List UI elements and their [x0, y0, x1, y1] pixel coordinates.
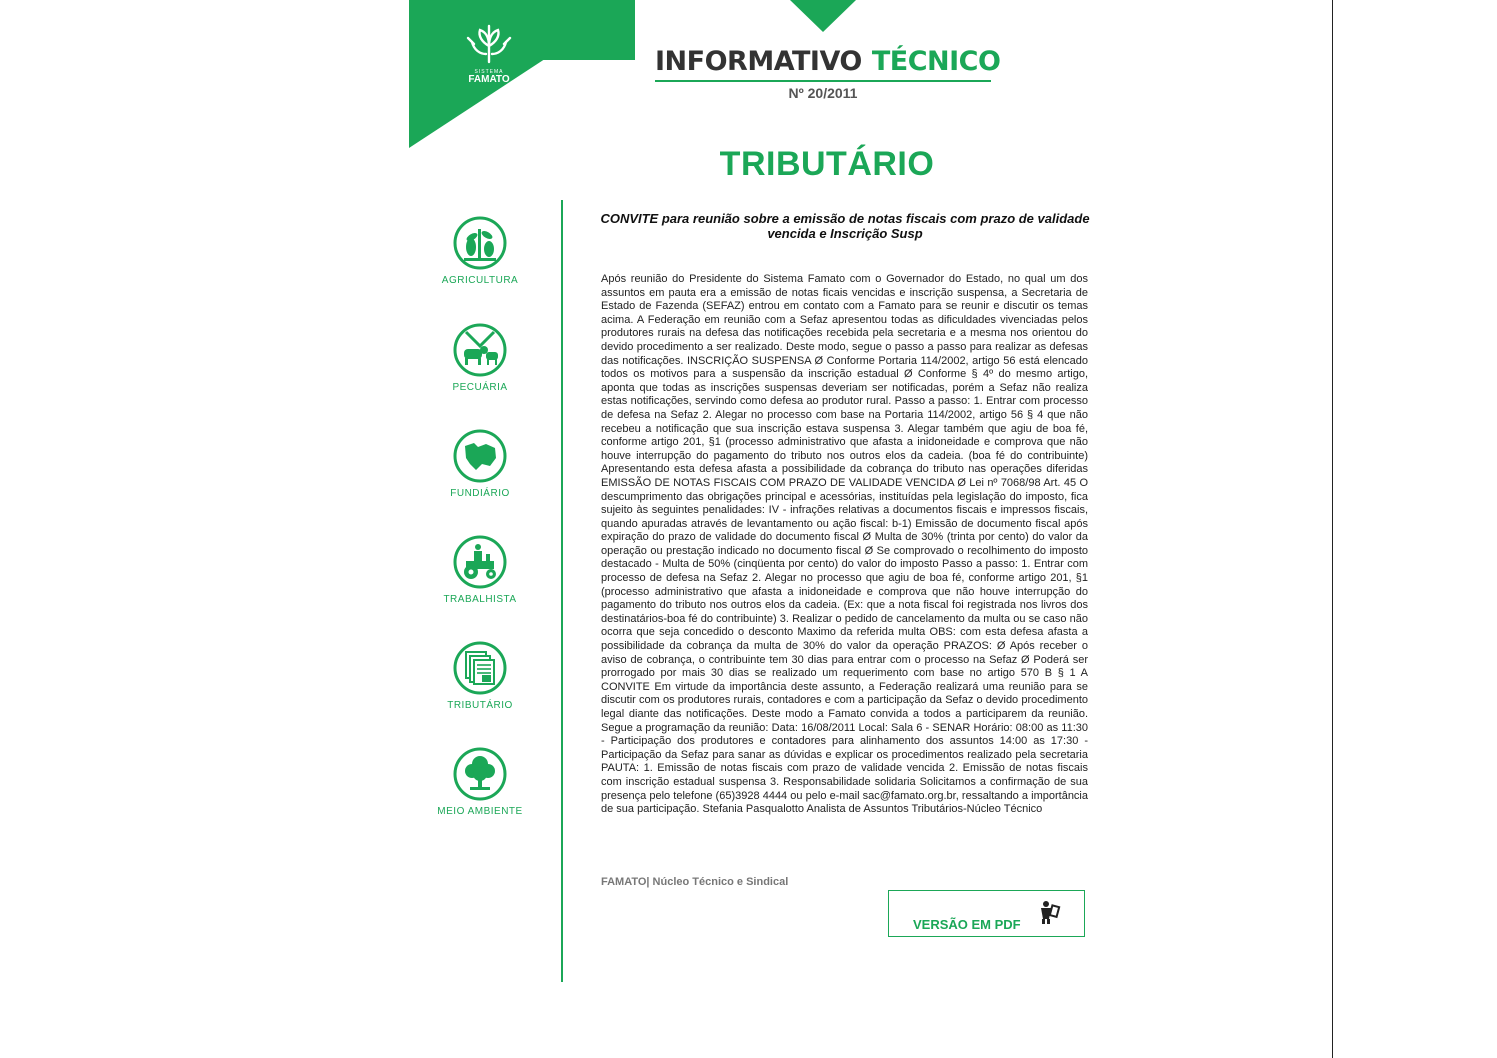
logo-tagline: SISTEMA [474, 69, 504, 75]
logo-emblem-icon [464, 24, 514, 64]
header-notch [790, 0, 856, 32]
sidebar-item-label: TRIBUTÁRIO [447, 700, 513, 711]
header-corner-block [409, 0, 635, 60]
column-divider [561, 200, 563, 982]
sidebar-item-pecuaria[interactable] [430, 322, 530, 393]
article-body: Após reunião do Presidente do Sistema Famato com o Governador do Estado, no qual um dos assuntos em pauta era a emissão de notas ficais vencidas e inscrição suspensa, a Secretaria de Estado de Fazenda (SEFAZ) entrou em contato com a Famato para se reunir e discutir os temas acima. A Federação em reunião com a Sefaz apresentou todas as dificuldades vivenciadas pelos produtores rurais na defesa das notificações recebida pela secretaria e a mesma nos orientou do devido procedimento a ser realizado. Deste modo, segue o passo a passo para realizar as defesas das notificações. INSCRIÇÃO SUSPENSA Ø Conforme Portaria 114/2002, artigo 56 está elencado todos os motivos para a suspensão da inscrição estadual Ø Conforme § 4º do mesmo artigo, aponta que todas as inscrições suspensas deveriam ser notificadas, porém a Sefaz não realiza estas notificações, servindo como defesa ao produtor rural. Passo a passo: 1. Entrar com processo de defesa na Sefaz 2. Alegar no processo com base na Portaria 114/2002, artigo 56 § 4 que não recebeu a notificação que sua inscrição estava suspensa 3. Alegar também que agiu de boa fé, conforme artigo 201, §1 (processo administrativo que afasta a inidoneidade e comprova que não houve interrupção do pagamento do tributo nos outros elos da cadeia. (boa fé do contribuinte) Apresentando esta defesa afasta a possibilidade da cobrança do tributo nas operações diferidas EMISSÃO DE NOTAS FISCAIS COM PRAZO DE VALIDADE VENCIDA Ø Lei nº 7068/98 Art. 45 O descumprimento das obrigações principal e acessórias, instituídas pela legislação do imposto, fica sujeito às seguintes penalidades: IV - infrações relativas a documentos fiscais e impressos fiscais, quando apuradas através de levantamento ou ação fiscal: b-1) Emissão de documento fiscal após expiração do prazo de validade do documento fiscal Ø Multa de 30% (trinta por cento) do valor da operação ou prestação indicado no documento fiscal Ø Se comprovado o recolhimento do imposto destacado - Multa de 50% (cinqüenta por cento) do valor do imposto Passo a passo: 1. Entrar com processo de defesa na Sefaz 2. Alegar no processo que agiu de boa fé, conforme artigo 201, §1 (processo administrativo que afasta a inidoneidade e comprova que não houve interrupção do pagamento do tributo nos outros elos da cadeia. (Ex: que a nota fiscal foi registrada nos livros dos destinatários-boa fé do contribuinte) 3. Realizar o pedido de cancelamento da multa ou se caso não ocorra que seja concedido o desconto Maximo da referida multa OBS: com esta defesa afasta a possibilidade da cobrança da multa de 30% do valor da operação PRAZOS: Ø Após receber o aviso de cobrança, o contribuinte tem 30 dias para entrar com o processo na Sefaz Ø Poderá ser prorrogado por mais 30 dias se realizado um requerimento com base no artigo 570 B § 1 A CONVITE Em virtude da importância deste assunto, a Federação realizará uma reunião para se discutir com os produtores rurais, contadores e com a participação da Sefaz o devido procedimento legal diante das notificações. Deste modo a Famato convida a todos a participarem da reunião. Segue a programação da reunião: Data: 16/08/2011 Local: Sala 6 - SENAR Horário: 08:00 as 11:30 - Participação dos produtores e contadores para alinhamento dos assuntos 14:00 as 17:30 -Participação da Sefaz para sanar as dúvidas e explicar os procedimentos realizado pela secretaria PAUTA: 1. Emissão de notas fiscais com prazo de validade vencida 2. Emissão de notas fiscais com inscrição estadual suspensa 3. Responsabilidade solidaria Solicitamos a confirmação de sua presença pelo telefone (65)3928 4444 ou pelo e-mail sac@famato.org.br, ressaltando a importância de sua participação. Stefania Pasqualotto Analista de Assuntos Tributários-Núcleo Técnico [601, 273, 1088, 816]
section-title: TRIBUTÁRIO [719, 145, 935, 183]
page-border-right [1332, 0, 1333, 1058]
sidebar-item-tributario[interactable] [430, 640, 530, 711]
logo-brand: FAMATO [468, 74, 510, 85]
pdf-version-label: VERSÃO EM PDF [913, 917, 1021, 932]
tractor-icon [452, 534, 508, 590]
sidebar-item-fundiario[interactable] [430, 428, 530, 499]
documents-icon [452, 640, 508, 696]
plant-icon [452, 215, 508, 271]
masthead-title [655, 44, 1001, 80]
sidebar-item-trabalhista[interactable] [430, 534, 530, 605]
masthead-title-part2: TÉCNICO [871, 46, 1001, 77]
masthead-rule [655, 80, 991, 82]
sidebar-item-label: PECUÁRIA [452, 382, 508, 393]
issue-number: Nº 20/2011 [788, 85, 858, 101]
footer-credit: FAMATO| Núcleo Técnico e Sindical [601, 876, 789, 888]
sidebar-item-agricultura[interactable] [430, 215, 530, 286]
article-subject: CONVITE para reunião sobre a emissão de notas fiscais com prazo de validade vencida e Inscrição Susp [600, 211, 1090, 241]
map-icon [452, 428, 508, 484]
famato-logo [458, 24, 520, 90]
reader-icon [1037, 899, 1061, 925]
masthead-title-part1: INFORMATIVO [655, 46, 862, 77]
tree-icon [452, 746, 508, 802]
pdf-version-button[interactable] [888, 890, 1085, 937]
sidebar-item-label: TRABALHISTA [443, 594, 517, 605]
cattle-icon [452, 322, 508, 378]
sidebar-item-label: MEIO AMBIENTE [437, 806, 523, 817]
masthead [655, 44, 1001, 101]
sidebar-item-meio-ambiente[interactable] [430, 746, 530, 817]
sidebar-item-label: FUNDIÁRIO [450, 488, 510, 499]
sidebar-item-label: AGRICULTURA [441, 275, 519, 286]
